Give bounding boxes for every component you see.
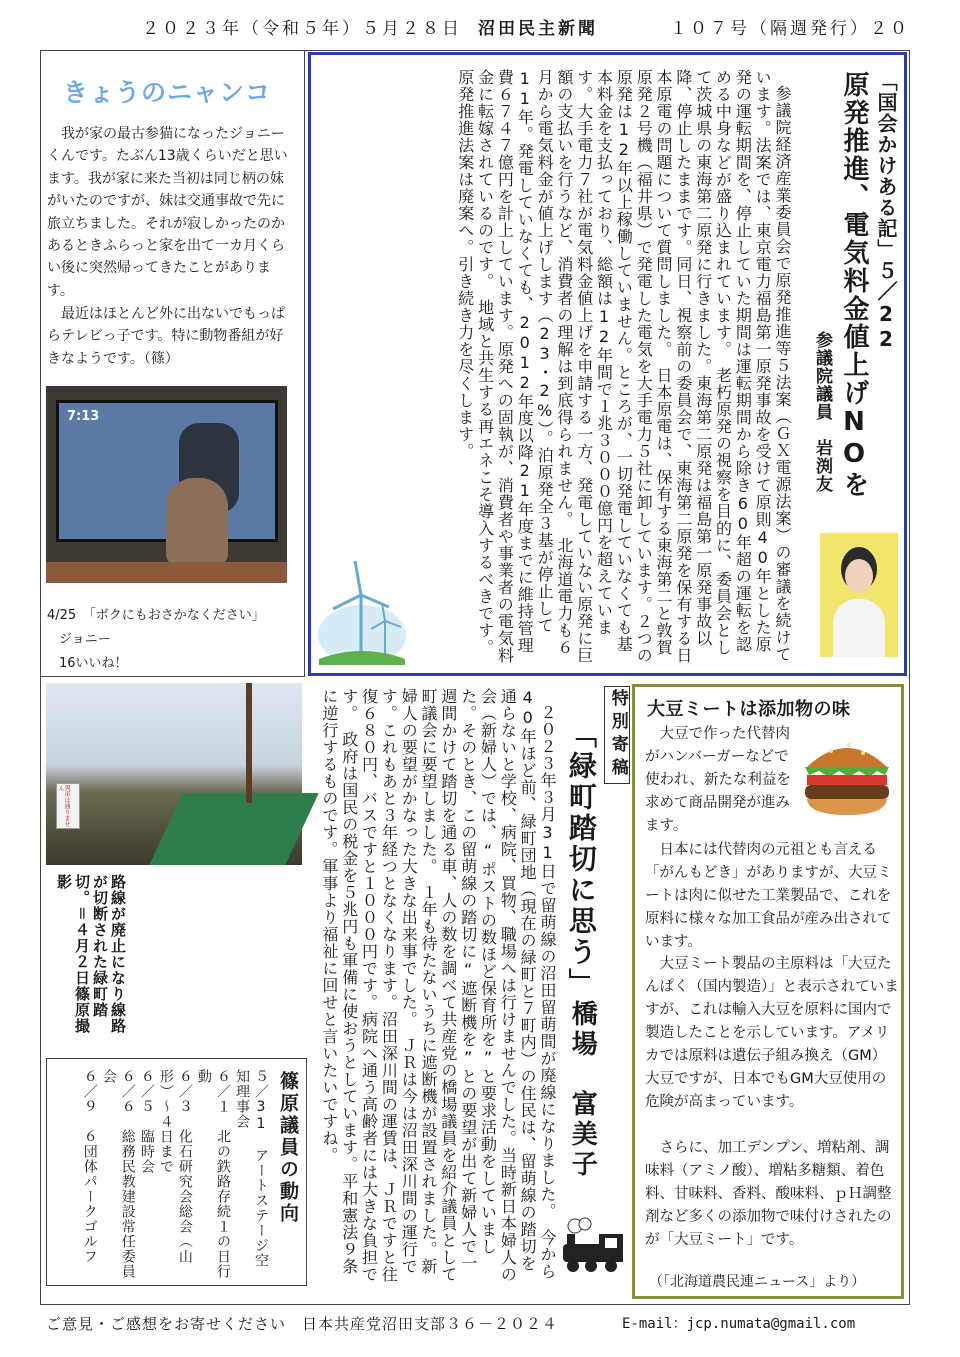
kokkai-headline: 原発推進、電気料金値上げNOを — [839, 71, 869, 499]
schedule-item: ６／９ ６団体パークゴルフ — [81, 1069, 98, 1264]
special-label: 特別寄稿 — [604, 686, 630, 784]
schedule-list — [80, 1069, 270, 1279]
nyanko-text-1: 我が家の最古参猫になったジョニーくんです。たぶん13歳くらいだと思います。我が家に来た当初は同じ柄の妹がいたのですが、妹は交通事故で先に旅立ちました。それが寂しかったのかあるときふらっと家を出て一カ月くらい後に突然帰ってきたことがあります。 — [47, 126, 288, 299]
issue-date: ２０２３年（令和５年）５月２８日 — [142, 19, 462, 39]
schedule-item: ６／５ 臨時会 — [138, 1069, 155, 1174]
soy-paragraph-4: さらに、加工デンプン、増粘剤、調味料（アミノ酸）、増粘多糖類、着色料、甘味料、香料、酸味料、ｐＨ調整剤など多くの添加物で味付けされたのが「大豆ミート」です。 — [645, 1140, 892, 1248]
soy-paragraph-1: 大豆で作った代替肉がハンバーガーなどで使われ、新たな利益を求めて商品開発が進みます。 — [645, 726, 791, 834]
issue-number: １０７号（隔週発行）２０ — [670, 19, 910, 39]
wind-turbine-illustration — [315, 555, 409, 665]
cat-photo — [46, 386, 287, 583]
author-portrait — [820, 533, 898, 657]
nyanko-title: きょうのニャンコ — [63, 78, 272, 107]
soy-title: 大豆ミートは添加物の味 — [647, 699, 851, 720]
soy-paragraph-2: 日本には代替肉の元祖とも言える「がんもどき」がありますが、大豆ミートは肉に似せた工業製品で、これを原料に様々な加工食品が産み出されています。 — [645, 842, 892, 950]
kokkai-series: 「国会かけある記」５／22 — [874, 71, 898, 352]
tokubetsu-headline: 「緑町踏切に思う」 — [564, 720, 598, 999]
railway-sign-text: 列車は通りません — [57, 785, 70, 827]
cat — [166, 478, 228, 566]
schedule-title: 篠原議員の動向 — [277, 1071, 299, 1225]
schedule-item: ６／３ 化石研究会総会（山形）～４日まで — [157, 1069, 193, 1264]
railway-photo-caption: 路線が廃止になり線路が切断された緑町踏切。＝４月２日篠原撮影 — [55, 874, 127, 1034]
kokkai-body: 参議院経済産業委員会で原発推進等５法案（ＧＸ電源法案）の審議を続けています。法案では、東京電力福島第一原発事故を受けて原則40年とした原発の運転期間を、停止していた期間は運転期間から除き60年超の運転を認める中身などが盛り込まれています。 老朽原発の視察を目的に、委員会として茨城県の東海第二原発に行きました。東海第二原発は福島第一原発事故以降、停止したままです。同日、視察前の委員会で、東海第二原発を保有する日本原電の問題について質問しました。 日本原電は、保有する東海第二と敦賀原発２号機（福井県）で発電した電気を大手電力５社に卸しています。２つの原発は12年以上稼働していません。ところが、一切発電していなくても基本料金を支払っており、総額は12年間で１兆３０００億円を超えています。大手電力７社が電気料金値上げを申請する一方、発電していない原発に巨額の支払いを行うなど、消費者の理解は到底得られません。 北海道電力も６月から電気料金が値上げします（23・2%）。泊原発全３基が停止して11年。発電していなくても、2012年度以降21年度までに維持管理費６７４７億円を計上しています。原発への固執が、消費者や事業者の電気料金に転嫁されているのです。 地域と共生する再エネこそ導入するべきです。原発推進法案は廃案へ。引き続き力を尽くします。 — [455, 69, 792, 664]
footer-email: E-mail：jcp.numata@gmail.com — [622, 1316, 856, 1332]
tv-time: 7:13 — [67, 409, 100, 424]
hamburger-illustration — [801, 731, 893, 817]
schedule-box — [46, 1058, 307, 1286]
soy-source: （「北海道農民連ニュース」より） — [649, 1274, 866, 1290]
soy-section — [632, 684, 904, 1299]
nyanko-section — [41, 51, 305, 677]
schedule-item: ５／31 アートステージ空知理事会 — [233, 1069, 269, 1268]
schedule-item: ６／１ 北の鉄路存続１の日行動 — [195, 1069, 231, 1279]
steam-train-icon — [559, 1218, 627, 1276]
schedule-item: ６／６ 総務民教建設常任委員会 — [100, 1069, 136, 1279]
tokubetsu-author: 橋場 富美子 — [567, 1000, 598, 1180]
tokubetsu-body: ２０２３年３月31日で留萌線の沼田留萌間が廃線になりました。 今から40年ほど前、緑町団地（現在の緑町と７町内）の住民は、留萌線の踏切を通らないと学校、病院、買物、職場へは行けませんでした。当時新日本婦人の会（新婦人）では、“ポストの数ほど保育所を”と要求活動をしていました。そのとき、この留萌線の踏切に“遮断機を”との要望が出て新婦人で一週間かけて踏切を通る車、人の数を調べて共産党の橋場議員を紹介議員として町議会に要望しました。 １年も待たないうちに遮断機が設置されました。新婦人の要望がかなった大きな出来事でした。 ＪＲは今は沼田深川間の運行です。これもあと３年経つとなくなります。沼田深川間の運賃は、ＪＲですと往復６８０円、バスですと１０００円です。病院へ通う高齢者には大きな負担です。 政府は国民の税金を５兆円も軍備に使おうとしています。平和憲法９条に逆行するものです。軍事より福祉に回せと言いたいですね。 — [319, 688, 557, 1283]
railway-photo — [46, 683, 302, 865]
soy-paragraph-3: 大豆ミート製品の主原料は「大豆たんぱく（国内製造）」と表示されていますが、これは輸入大豆を原料に国内で製造したことを示しています。アメリカでは原料は遺伝子組み換え（GM）大豆ですが、日本でもGM大豆使用の危険が高まっています。 — [645, 956, 899, 1110]
tokubetsu-section — [41, 678, 629, 1305]
kokkai-section — [308, 52, 907, 676]
paper-name: 沼田民主新聞 — [478, 19, 598, 39]
cat-caption-1: 4/25 「ボクにもおさかなください」 — [47, 608, 265, 623]
cat-caption-2: ジョニー — [59, 632, 111, 647]
cat-caption-3: 16いいね！ — [59, 656, 128, 671]
nyanko-text-2: 最近はほとんど外に出ないでもっぱらテレビっ子です。特に動物番組が好きなようです。（篠） — [47, 306, 285, 367]
kokkai-byline: 参議院議員 岩渕友 — [812, 331, 832, 493]
footer-contact: ご意見・ご感想をお寄せください 日本共産党沼田支部３６－２０２４ — [46, 1315, 559, 1333]
